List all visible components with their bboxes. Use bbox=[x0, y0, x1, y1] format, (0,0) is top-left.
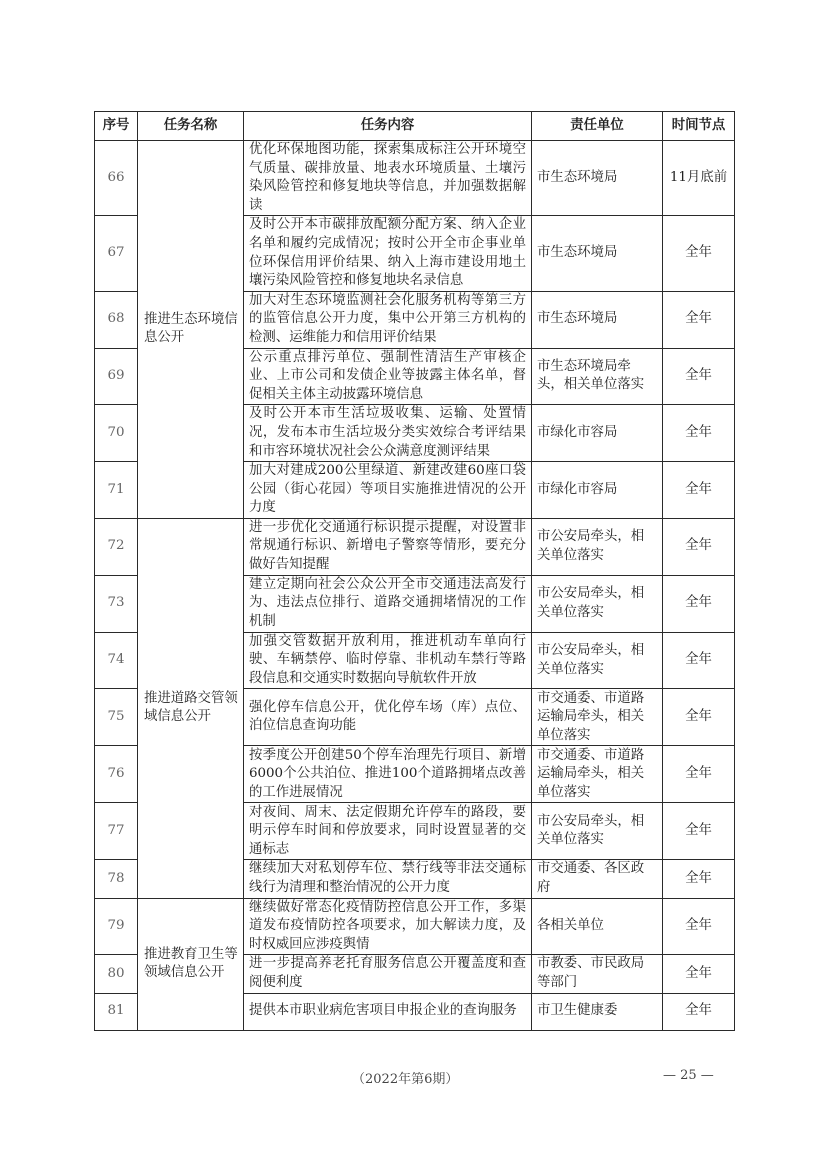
task-content-cell: 进一步优化交通通行标识提示提醒，对设置非常规通行标识、新增电子警察等情形，要充分做好告知提醒 bbox=[244, 518, 532, 575]
task-name-cell: 推进教育卫生等领域信息公开 bbox=[138, 898, 244, 1030]
time-node-cell: 全年 bbox=[663, 993, 735, 1030]
row-number: 67 bbox=[95, 216, 138, 291]
table-header-row bbox=[95, 112, 735, 141]
table-row bbox=[95, 518, 735, 575]
task-content-cell: 加大对建成200公里绿道、新建改建60座口袋公园（街心花园）等项目实施推进情况的公开力度 bbox=[244, 462, 532, 519]
row-number: 81 bbox=[95, 993, 138, 1030]
row-number: 80 bbox=[95, 955, 138, 993]
issue-label: （2022年第6期） bbox=[352, 1072, 459, 1087]
task-table bbox=[94, 111, 735, 1031]
task-content-cell: 提供本市职业病危害项目申报企业的查询服务 bbox=[244, 993, 532, 1030]
task-content-cell: 继续做好常态化疫情防控信息公开工作，多渠道发布疫情防控各项要求，加大解读力度，及时权威回应涉疫舆情 bbox=[244, 898, 532, 955]
task-content-cell: 进一步提高养老托育服务信息公开覆盖度和查阅便利度 bbox=[244, 955, 532, 993]
task-content-cell: 对夜间、周末、法定假期允许停车的路段，要明示停车时间和停放要求，同时设置显著的交通标志 bbox=[244, 803, 532, 860]
responsible-unit-cell: 市卫生健康委 bbox=[532, 993, 663, 1030]
task-name-cell: 推进道路交管领域信息公开 bbox=[138, 518, 244, 898]
task-name-cell: 推进生态环境信息公开 bbox=[138, 141, 244, 519]
task-content-cell: 及时公开本市碳排放配额分配方案、纳入企业名单和履约完成情况；按时公开全市企事业单位环保信用评价结果、纳入上海市建设用地土壤污染风险管控和修复地块名录信息 bbox=[244, 216, 532, 291]
page-number: — 25 — bbox=[663, 1068, 714, 1083]
responsible-unit-cell: 市绿化市容局 bbox=[532, 462, 663, 519]
responsible-unit-cell: 市公安局牵头，相关单位落实 bbox=[532, 575, 663, 632]
row-number: 77 bbox=[95, 803, 138, 860]
time-node-cell: 全年 bbox=[663, 462, 735, 519]
responsible-unit-cell: 市生态环境局牵头，相关单位落实 bbox=[532, 348, 663, 405]
time-node-cell: 全年 bbox=[663, 860, 735, 898]
responsible-unit-cell: 市教委、市民政局等部门 bbox=[532, 955, 663, 993]
row-number: 73 bbox=[95, 575, 138, 632]
time-node-cell: 全年 bbox=[663, 348, 735, 405]
header-no: 序号 bbox=[95, 112, 138, 141]
time-node-cell: 全年 bbox=[663, 746, 735, 803]
task-content-cell: 及时公开本市生活垃圾收集、运输、处置情况，发布本市生活垃圾分类实效综合考评结果和市容环境状况社会公众满意度测评结果 bbox=[244, 405, 532, 462]
responsible-unit-cell: 市交通委、市道路运输局牵头，相关单位落实 bbox=[532, 689, 663, 746]
task-content-cell: 公示重点排污单位、强制性清洁生产审核企业、上市公司和发债企业等披露主体名单，督促相关主体主动披露环境信息 bbox=[244, 348, 532, 405]
responsible-unit-cell: 市生态环境局 bbox=[532, 141, 663, 216]
row-number: 70 bbox=[95, 405, 138, 462]
task-content-cell: 加大对生态环境监测社会化服务机构等第三方的监管信息公开力度，集中公开第三方机构的检测、运维能力和信用评价结果 bbox=[244, 291, 532, 348]
row-number: 72 bbox=[95, 518, 138, 575]
task-content-cell: 优化环保地图功能，探索集成标注公开环境空气质量、碳排放量、地表水环境质量、土壤污染风险管控和修复地块等信息，并加强数据解读 bbox=[244, 141, 532, 216]
time-node-cell: 全年 bbox=[663, 518, 735, 575]
responsible-unit-cell: 市绿化市容局 bbox=[532, 405, 663, 462]
row-number: 66 bbox=[95, 141, 138, 216]
responsible-unit-cell: 市生态环境局 bbox=[532, 216, 663, 291]
header-responsible-unit: 责任单位 bbox=[532, 112, 663, 141]
header-task-content: 任务内容 bbox=[244, 112, 532, 141]
row-number: 79 bbox=[95, 898, 138, 955]
row-number: 69 bbox=[95, 348, 138, 405]
time-node-cell: 全年 bbox=[663, 291, 735, 348]
time-node-cell: 全年 bbox=[663, 575, 735, 632]
row-number: 71 bbox=[95, 462, 138, 519]
task-content-cell: 建立定期向社会公众公开全市交通违法高发行为、违法点位排行、道路交通拥堵情况的工作机制 bbox=[244, 575, 532, 632]
time-node-cell: 全年 bbox=[663, 405, 735, 462]
time-node-cell: 11月底前 bbox=[663, 141, 735, 216]
task-content-cell: 继续加大对私划停车位、禁行线等非法交通标线行为清理和整治情况的公开力度 bbox=[244, 860, 532, 898]
row-number: 76 bbox=[95, 746, 138, 803]
table-row bbox=[95, 898, 735, 955]
header-time-node: 时间节点 bbox=[663, 112, 735, 141]
time-node-cell: 全年 bbox=[663, 955, 735, 993]
row-number: 68 bbox=[95, 291, 138, 348]
responsible-unit-cell: 市公安局牵头，相关单位落实 bbox=[532, 518, 663, 575]
responsible-unit-cell: 市公安局牵头，相关单位落实 bbox=[532, 632, 663, 689]
table-row bbox=[95, 141, 735, 216]
row-number: 78 bbox=[95, 860, 138, 898]
task-content-cell: 强化停车信息公开，优化停车场（库）点位、泊位信息查询功能 bbox=[244, 689, 532, 746]
responsible-unit-cell: 市交通委、各区政府 bbox=[532, 860, 663, 898]
responsible-unit-cell: 市生态环境局 bbox=[532, 291, 663, 348]
time-node-cell: 全年 bbox=[663, 898, 735, 955]
task-content-cell: 按季度公开创建50个停车治理先行项目、新增6000个公共泊位、推进100个道路拥堵点改善的工作进展情况 bbox=[244, 746, 532, 803]
time-node-cell: 全年 bbox=[663, 216, 735, 291]
row-number: 75 bbox=[95, 689, 138, 746]
task-content-cell: 加强交管数据开放利用，推进机动车单向行驶、车辆禁停、临时停靠、非机动车禁行等路段信息和交通实时数据向导航软件开放 bbox=[244, 632, 532, 689]
time-node-cell: 全年 bbox=[663, 689, 735, 746]
time-node-cell: 全年 bbox=[663, 803, 735, 860]
header-task-name: 任务名称 bbox=[138, 112, 244, 141]
row-number: 74 bbox=[95, 632, 138, 689]
time-node-cell: 全年 bbox=[663, 632, 735, 689]
responsible-unit-cell: 市公安局牵头，相关单位落实 bbox=[532, 803, 663, 860]
responsible-unit-cell: 各相关单位 bbox=[532, 898, 663, 955]
responsible-unit-cell: 市交通委、市道路运输局牵头，相关单位落实 bbox=[532, 746, 663, 803]
